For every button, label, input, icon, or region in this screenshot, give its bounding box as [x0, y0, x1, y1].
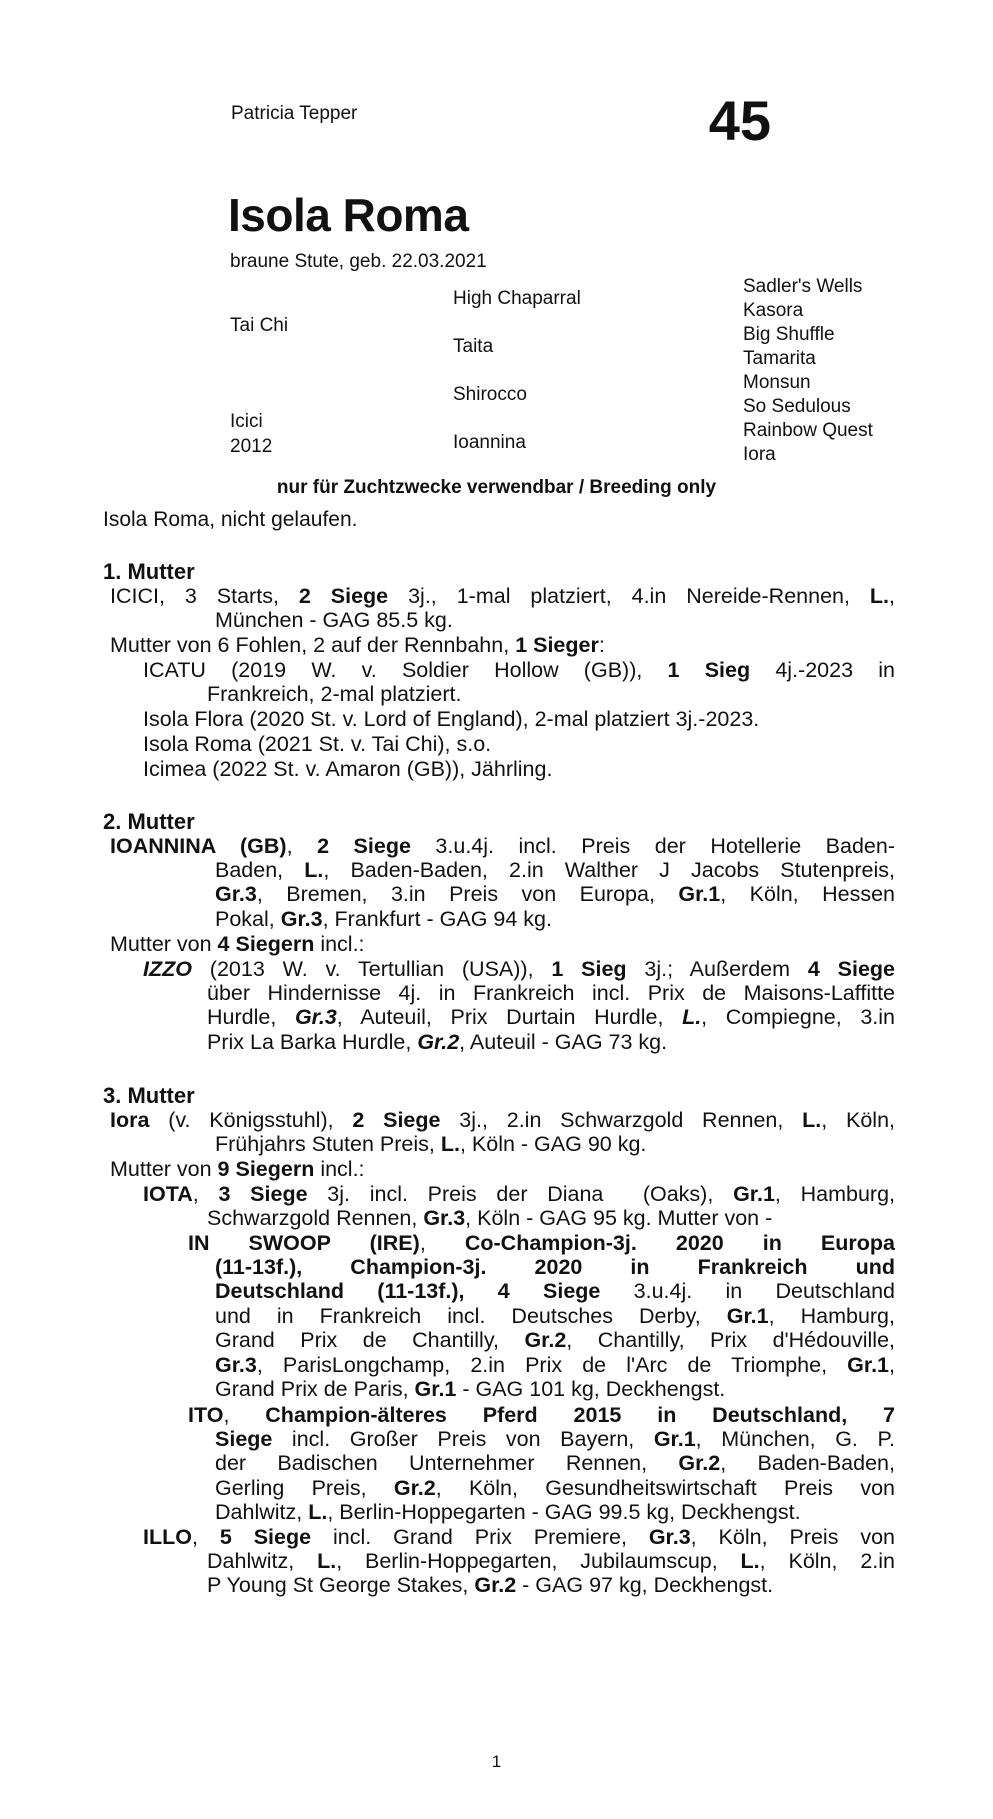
produce-iota-cont: Schwarzgold Rennen, Gr.3, Köln - GAG 95 kg. Mutter von -	[207, 1206, 773, 1230]
produce-illo-cont: Dahlwitz, L., Berlin-Hoppegarten, Jubilaumscup, L., Köln, 2.in P Young St George Stakes, Gr.2 - GAG 97 kg, Deckhengst.	[207, 1549, 895, 1598]
produce-izzo: IZZO (2013 W. v. Tertullian (USA)), 1 Sieg 3j.; Außerdem 4 Siege	[143, 957, 895, 981]
first-dam-entry: ICICI, 3 Starts, 2 Siege 3j., 1-mal platziert, 4.in Nereide-Rennen, L.,	[110, 584, 895, 608]
first-dam-entry-cont: München - GAG 85.5 kg.	[215, 608, 453, 632]
pedigree-g3-3: Big Shuffle	[743, 324, 835, 345]
second-dam-entry: IOANNINA (GB), 2 Siege 3.u.4j. incl. Preis der Hotellerie Baden-	[110, 834, 895, 858]
pedigree-g3-4: Tamarita	[743, 348, 816, 369]
produce-ito: ITO, Champion-älteres Pferd 2015 in Deutschland, 7	[188, 1403, 895, 1427]
pedigree-g3-1: Sadler's Wells	[743, 276, 863, 297]
page-number: 1	[491, 1752, 502, 1771]
produce-iota: IOTA, 3 Siege 3j. incl. Preis der Diana (Oaks), Gr.1, Hamburg,	[143, 1182, 896, 1206]
pedigree-sire-sire: High Chaparral	[453, 288, 581, 309]
pedigree-g3-2: Kasora	[743, 300, 804, 321]
horse-description: braune Stute, geb. 22.03.2021	[230, 251, 487, 272]
pedigree-g3-8: Iora	[743, 444, 776, 465]
pedigree-g3-5: Monsun	[743, 372, 811, 393]
owner-name: Patricia Tepper	[231, 103, 358, 124]
produce-isola-flora: Isola Flora (2020 St. v. Lord of England), 2-mal platziert 3j.-2023.	[143, 707, 760, 731]
produce-icatu-cont: Frankreich, 2-mal platziert.	[207, 682, 462, 706]
pedigree-sire: Tai Chi	[230, 315, 289, 336]
produce-icimea: Icimea (2022 St. v. Amaron (GB)), Jährling.	[143, 757, 553, 781]
first-dam-produce-summary: Mutter von 6 Fohlen, 2 auf der Rennbahn, 1 Sieger:	[110, 633, 605, 657]
second-dam-produce-summary: Mutter von 4 Siegern incl.:	[110, 932, 365, 956]
pedigree-sire-dam: Taita	[453, 336, 494, 357]
pedigree-g3-7: Rainbow Quest	[743, 420, 873, 441]
lot-number: 45	[708, 89, 771, 152]
produce-in-swoop-cont: (11-13f.), Champion-3j. 2020 in Frankreich und Deutschland (11-13f.), 4 Siege 3.u.4j. in Deutschland und in Frankreich incl. Deutsches Derby, Gr.1, Hamburg, Grand Prix de Chantilly, Gr.2, Chantilly, Prix d'Hédouville, Gr.3, ParisLongchamp, 2.in Prix de l'Arc de Triomphe, Gr.1, Grand Prix de Paris, Gr.1 - GAG 101 kg, Deckhengst.	[215, 1255, 895, 1402]
breeding-note: nur für Zuchtzwecke verwendbar / Breeding only	[276, 477, 717, 498]
pedigree-g3-6: So Sedulous	[743, 396, 851, 417]
race-status: Isola Roma, nicht gelaufen.	[103, 508, 358, 531]
second-dam-entry-cont: Baden, L., Baden-Baden, 2.in Walther J Jacobs Stutenpreis, Gr.3, Bremen, 3.in Preis von Europa, Gr.1, Köln, Hessen Pokal, Gr.3, Frankfurt - GAG 94 kg.	[215, 858, 896, 931]
section-third-dam: 3. Mutter	[103, 1083, 195, 1108]
third-dam-entry-cont: Frühjahrs Stuten Preis, L., Köln - GAG 90 kg.	[215, 1132, 647, 1156]
produce-in-swoop: IN SWOOP (IRE), Co-Champion-3j. 2020 in Europa	[188, 1231, 895, 1255]
produce-icatu: ICATU (2019 W. v. Soldier Hollow (GB)), 1 Sieg 4j.-2023 in	[143, 658, 895, 682]
section-second-dam: 2. Mutter	[103, 809, 195, 834]
third-dam-entry: Iora (v. Königsstuhl), 2 Siege 3j., 2.in Schwarzgold Rennen, L., Köln,	[110, 1108, 896, 1132]
produce-ito-cont: Siege incl. Großer Preis von Bayern, Gr.1, München, G. P. der Badischen Unternehmer Rennen, Gr.2, Baden-Baden, Gerling Preis, Gr.2, Köln, Gesundheitswirtschaft Preis von Dahlwitz, L., Berlin-Hoppegarten - GAG 99.5 kg, Deckhengst.	[215, 1427, 895, 1525]
produce-isola-roma: Isola Roma (2021 St. v. Tai Chi), s.o.	[143, 732, 492, 756]
section-first-dam: 1. Mutter	[103, 559, 195, 584]
produce-izzo-cont: über Hindernisse 4j. in Frankreich incl. Prix de Maisons-Laffitte Hurdle, Gr.3, Auteuil, Prix Durtain Hurdle, L., Compiegne, 3.in Prix La Barka Hurdle, Gr.2, Auteuil - GAG 73 kg.	[207, 981, 895, 1054]
third-dam-produce-summary: Mutter von 9 Siegern incl.:	[110, 1157, 365, 1181]
pedigree-dam-year: 2012	[230, 436, 273, 457]
pedigree-dam: Icici	[230, 411, 263, 432]
horse-name: Isola Roma	[228, 189, 469, 241]
pedigree-dam-sire: Shirocco	[453, 384, 527, 405]
produce-illo: ILLO, 5 Siege incl. Grand Prix Premiere, Gr.3, Köln, Preis von	[143, 1525, 896, 1549]
pedigree-dam-dam: Ioannina	[453, 432, 526, 453]
